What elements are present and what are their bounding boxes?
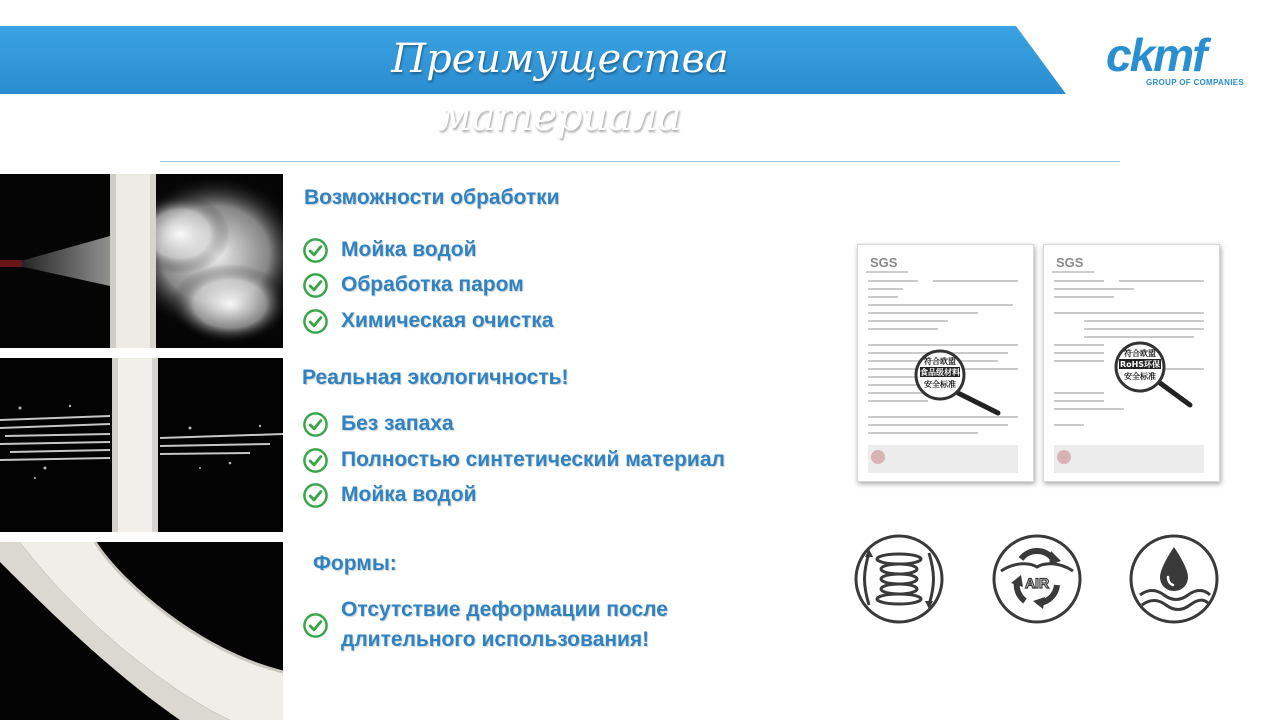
certificate-sgs-rohs xyxy=(1043,244,1220,482)
spring-icon xyxy=(853,533,945,625)
cert-stamp-line: 安全标准 xyxy=(924,380,956,389)
list-item-label: Отсутствие деформации после длительного использования! xyxy=(341,598,668,651)
list-item-label: Полностью синтетический материал xyxy=(341,448,725,471)
page-title: Преимущества материала xyxy=(391,36,729,140)
list-item xyxy=(302,480,477,510)
divider-line xyxy=(160,161,1120,162)
list-item xyxy=(302,595,721,655)
check-circle-icon xyxy=(302,447,329,474)
section-title-eco: Реальная экологичность! xyxy=(302,366,569,389)
cert-stamp-line: 食品级材料 xyxy=(920,368,960,377)
check-circle-icon xyxy=(302,308,329,335)
cert-stamp-line: RoHS环保 xyxy=(1119,360,1161,369)
cert-stamp-line: 安全标准 xyxy=(1124,372,1156,381)
list-item xyxy=(302,409,454,439)
logo-wordmark: ckmf xyxy=(1106,29,1206,81)
photo-steam-treatment xyxy=(0,174,283,348)
list-item xyxy=(302,306,553,336)
air-label: AIR xyxy=(1024,575,1050,591)
list-item-label: Мойка водой xyxy=(341,238,477,261)
check-circle-icon xyxy=(302,612,329,639)
check-circle-icon xyxy=(302,237,329,264)
photo-material-shape xyxy=(0,542,283,720)
list-item xyxy=(302,235,477,265)
company-logo xyxy=(1100,30,1260,96)
list-item-label: Химическая очистка xyxy=(341,309,554,332)
list-item-label: Без запаха xyxy=(341,412,454,435)
list-item xyxy=(302,445,725,475)
list-item-label: Обработка паром xyxy=(341,273,524,296)
check-circle-icon xyxy=(302,482,329,509)
list-item-label: Мойка водой xyxy=(341,483,477,506)
list-item xyxy=(302,270,524,300)
check-circle-icon xyxy=(302,411,329,438)
cert-brand: SGS xyxy=(1056,255,1084,270)
cert-stamp-line: 符合欧盟 xyxy=(1124,349,1156,358)
certificate-sgs-food xyxy=(857,244,1034,482)
cert-brand: SGS xyxy=(870,255,898,270)
check-circle-icon xyxy=(302,272,329,299)
cert-stamp-line: 符合欧盟 xyxy=(924,357,956,366)
section-title-forms: Формы: xyxy=(313,552,397,575)
photo-water-wash xyxy=(0,358,283,532)
logo-tagline: GROUP OF COMPANIES xyxy=(1146,78,1245,87)
air-recycle-icon xyxy=(991,533,1083,625)
water-drop-icon xyxy=(1128,533,1220,625)
section-title-processing: Возможности обработки xyxy=(304,186,560,209)
